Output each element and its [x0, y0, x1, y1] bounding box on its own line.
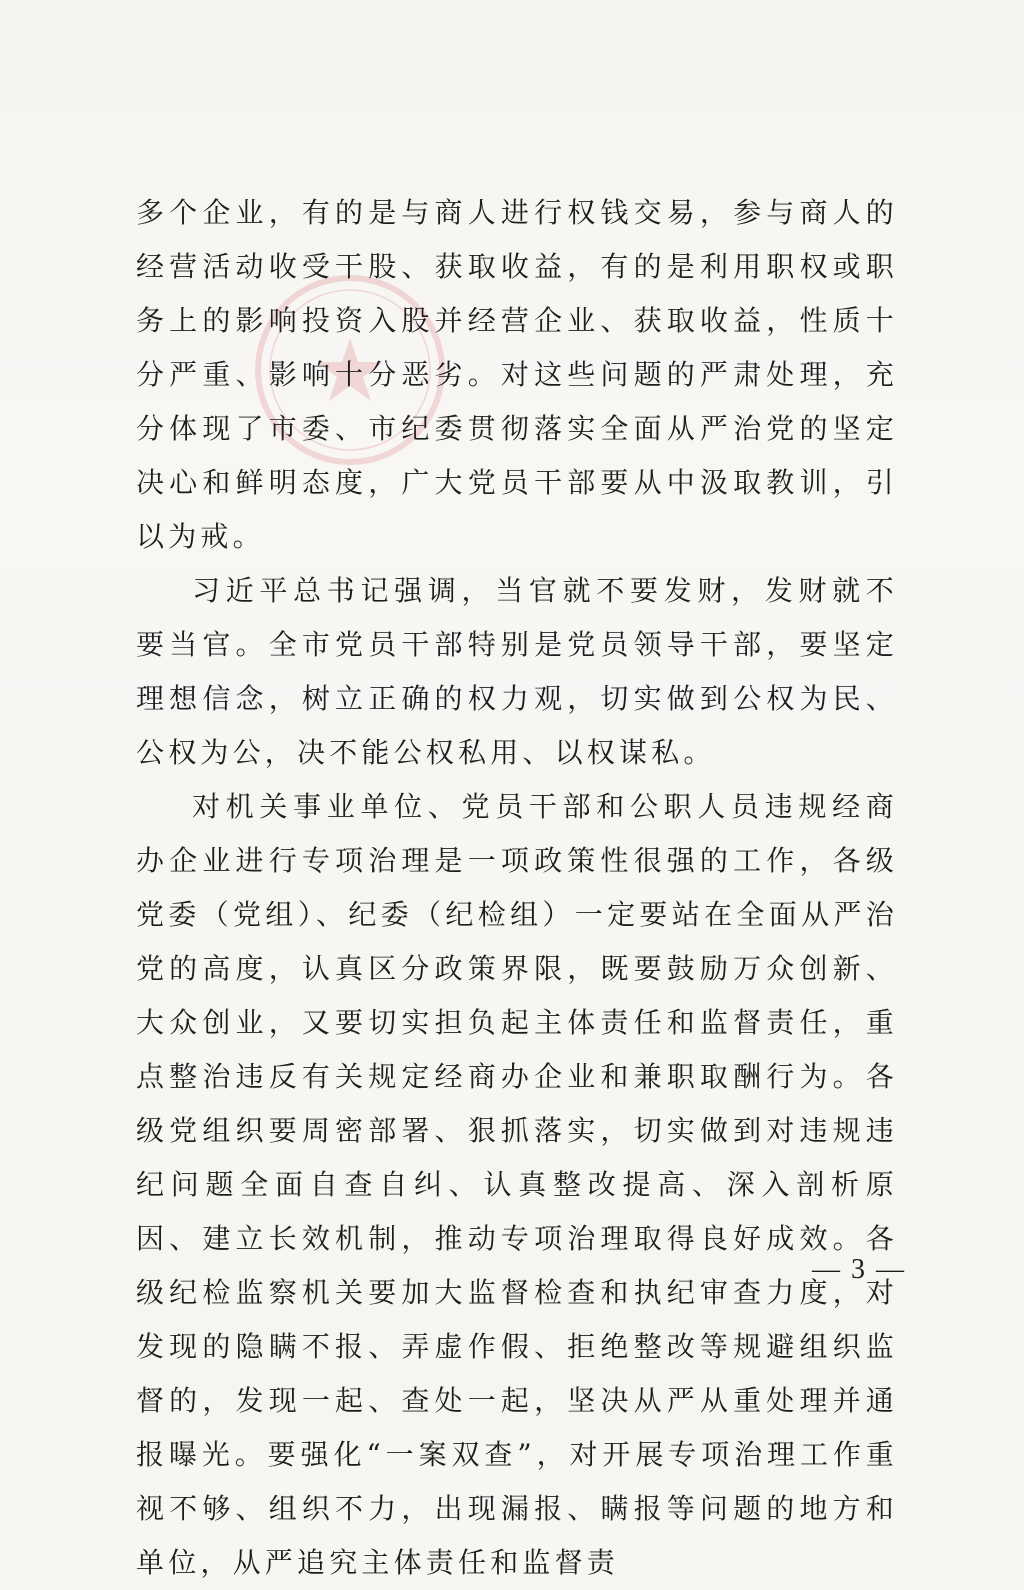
body-text [136, 186, 898, 1590]
paragraph-2: 习近平总书记强调，当官就不要发财，发财就不要当官。全市党员干部特别是党员领导干部，要坚定理想信念，树立正确的权力观，切实做到公权为民、公权为公，决不能公权私用、以权谋私。 [136, 574, 898, 769]
paragraph-1: 多个企业，有的是与商人进行权钱交易，参与商人的经营活动收受干股、获取收益，有的是利用职权或职务上的影响投资入股并经营企业、获取收益，性质十分严重、影响十分恶劣。对这些问题的严肃处理，充分体现了市委、市纪委贯彻落实全面从严治党的坚定决心和鲜明态度，广大党员干部要从中汲取教训，引以为戒。 [136, 196, 898, 553]
paragraph-3: 对机关事业单位、党员干部和公职人员违规经商办企业进行专项治理是一项政策性很强的工作，各级党委（党组）、纪委（纪检组）一定要站在全面从严治党的高度，认真区分政策界限，既要鼓励万众创新、大众创业，又要切实担负起主体责任和监督责任，重点整治违反有关规定经商办企业和兼职取酬行为。各级党组织要周密部署、狠抓落实，切实做到对违规违纪问题全面自查自纠、认真整改提高、深入剖析原因、建立长效机制，推动专项治理取得良好成效。各级纪检监察机关要加大监督检查和执纪审查力度，对发现的隐瞒不报、弄虚作假、拒绝整改等规避组织监督的，发现一起、查处一起，坚决从严从重处理并通报曝光。要强化“一案双查”，对开展专项治理工作重视不够、组织不力，出现漏报、瞒报等问题的地方和单位，从严追究主体责任和监督责 [136, 790, 898, 1579]
page-number: — 3 — [812, 1254, 906, 1285]
